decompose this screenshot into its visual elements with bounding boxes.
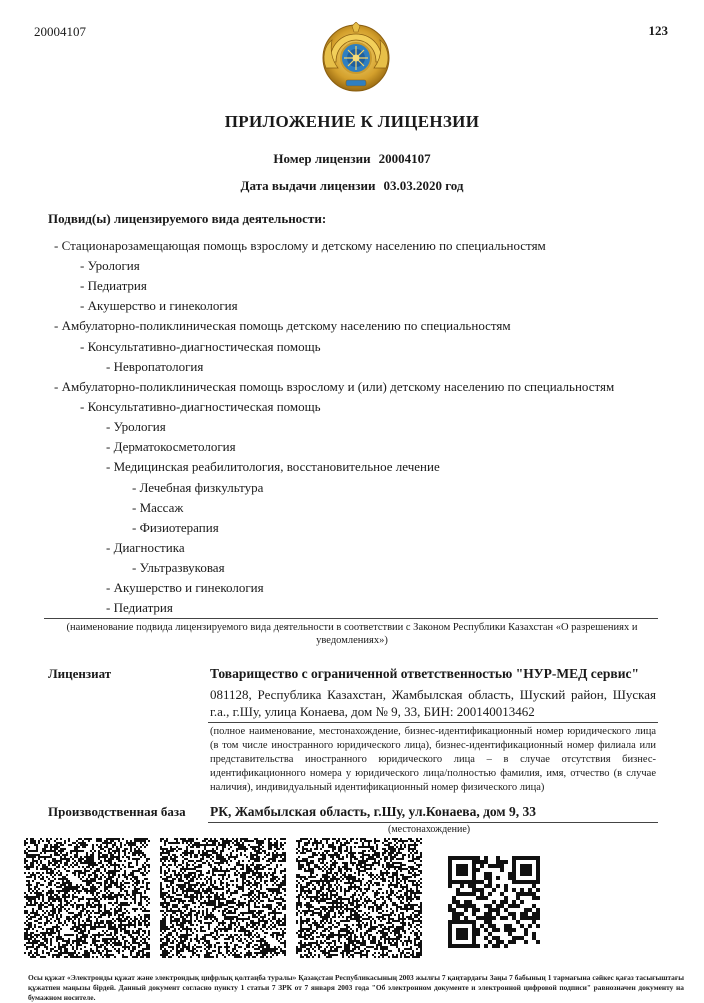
licensee-divider bbox=[208, 722, 658, 723]
production-base-note: (местонахождение) bbox=[388, 824, 471, 835]
activities-heading: Подвид(ы) лицензируемого вида деятельности: bbox=[48, 211, 327, 226]
activity-item: - Лечебная физкультура bbox=[132, 480, 264, 495]
activity-item: - Амбулаторно-поликлиническая помощь взрослому и (или) детскому населению по специальностям bbox=[54, 379, 615, 394]
kazakhstan-state-emblem-icon bbox=[320, 22, 392, 94]
license-date-row bbox=[0, 178, 704, 194]
activity-item: - Медицинская реабилитология, восстановительное лечение bbox=[106, 459, 440, 474]
page-number: 123 bbox=[648, 23, 668, 38]
license-number-value: 20004107 bbox=[378, 151, 431, 166]
production-base-value: РК, Жамбылская область, г.Шу, ул.Конаева, дом 9, 33 bbox=[210, 804, 536, 819]
activity-item: - Акушерство и гинекология bbox=[80, 298, 238, 313]
activity-item: - Акушерство и гинекология bbox=[106, 580, 264, 595]
activity-item: - Амбулаторно-поликлиническая помощь детскому населению по специальностям bbox=[54, 318, 511, 333]
license-number-label: Номер лицензии bbox=[273, 151, 371, 166]
activities-divider bbox=[44, 618, 658, 619]
licensee-address: 081128, Республика Казахстан, Жамбылская область, Шуский район, Шуская г.а., г.Шу, улица Конаева, дом № 9, 33, БИН: 200140013462 bbox=[210, 687, 656, 719]
legal-footer: Осы құжат «Электронды құжат және электрондық цифрлық қолтаңба туралы» Қазақстан Республикасының 2003 жылғы 7 қаңтардағы Заңы 7 бабының 1 тармағына сәйкес қағаз тасығыштағы құжатпен маңызы бірдей. Данный документ согласно пункту 1 статьи 7 ЗРК от 7 января 2003 года "Об электронном документе и электронной цифровой подписи" равнозначен документу на бумажном носителе. bbox=[28, 973, 684, 1002]
document-number: 20004107 bbox=[34, 24, 86, 39]
activities-caption-line: уведомлениях») bbox=[316, 635, 388, 646]
activity-item: - Консультативно-диагностическая помощь bbox=[80, 399, 321, 414]
document-title: ПРИЛОЖЕНИЕ К ЛИЦЕНЗИИ bbox=[224, 112, 480, 131]
activities-caption-line: (наименование подвида лицензируемого вида деятельности в соответствии с Законом Республики Казахстан «О разрешениях и bbox=[66, 622, 638, 633]
production-base-label: Производственная база bbox=[48, 804, 186, 819]
activity-item: - Педиатрия bbox=[106, 600, 173, 615]
activities-caption bbox=[30, 621, 674, 647]
activity-item: - Консультативно-диагностическая помощь bbox=[80, 339, 321, 354]
activity-item: - Урология bbox=[80, 258, 140, 273]
license-date-label: Дата выдачи лицензии bbox=[240, 178, 376, 193]
2d-barcode-icon bbox=[296, 838, 422, 958]
licensee-label: Лицензиат bbox=[48, 666, 112, 681]
activity-item: - Дерматокосметология bbox=[106, 439, 236, 454]
activity-item: - Ультразвуковая bbox=[132, 560, 225, 575]
2d-barcode-icon bbox=[160, 838, 286, 958]
activity-item: - Педиатрия bbox=[80, 278, 147, 293]
activity-item: - Урология bbox=[106, 419, 166, 434]
production-base-divider bbox=[208, 822, 658, 823]
activity-item: - Невропатология bbox=[106, 359, 204, 374]
license-date-value: 03.03.2020 год bbox=[383, 178, 464, 193]
2d-barcode-icon bbox=[24, 838, 150, 958]
licensee-note: (полное наименование, местонахождение, бизнес-идентификационный номер юридического лица (в том числе иностранного юридического лица), бизнес-идентификационный номер филиала или представительства иностранного юридического лица – в случае отсутствия бизнес-идентификационного номера у юридического лица/полностью фамилия, имя, отчество (в случае наличия), индивидуальный идентификационный номер физического лица) bbox=[210, 726, 656, 793]
activity-item: - Диагностика bbox=[106, 540, 185, 555]
activity-item: - Массаж bbox=[132, 500, 184, 515]
license-number-row bbox=[0, 151, 704, 167]
activity-item: - Физиотерапия bbox=[132, 520, 219, 535]
activity-item: - Стационарозамещающая помощь взрослому и детскому населению по специальностям bbox=[54, 238, 546, 253]
licensee-name: Товарищество с ограниченной ответственностью "НУР-МЕД сервис" bbox=[210, 666, 639, 681]
qr-code-icon bbox=[448, 856, 540, 948]
